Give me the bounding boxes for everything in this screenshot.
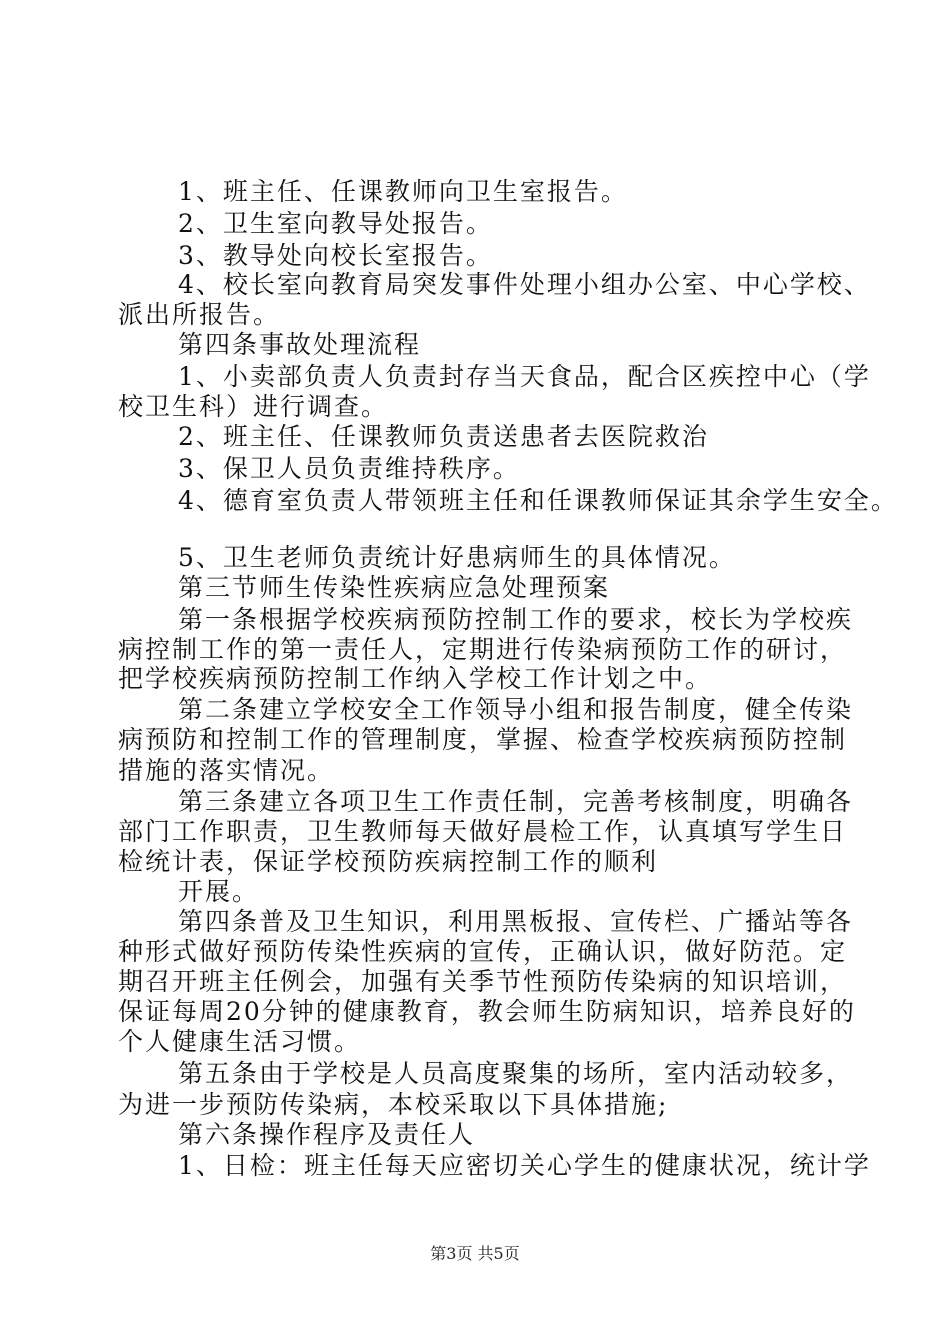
text-line: 1、日检：班主任每天应密切关心学生的健康状况，统计学 (178, 1151, 871, 1180)
text-line: 第四条普及卫生知识，利用黑板报、宣传栏、广播站等各 (178, 907, 854, 936)
text-line: 把学校疾病预防控制工作纳入学校工作计划之中。 (118, 664, 713, 693)
text-line: 第二条建立学校安全工作领导小组和报告制度，健全传染 (178, 695, 854, 724)
text-line: 5、卫生老师负责统计好患病师生的具体情况。 (178, 543, 736, 572)
text-line: 部门工作职责，卫生教师每天做好晨检工作，认真填写学生日 (118, 817, 848, 846)
text-line: 4、校长室向教育局突发事件处理小组办公室、中心学校、 (178, 270, 871, 299)
text-line: 种形式做好预防传染性疾病的宣传，正确认识，做好防范。定 (118, 937, 848, 966)
text-line: 3、保卫人员负责维持秩序。 (178, 454, 520, 483)
section-heading: 第四条事故处理流程 (178, 330, 422, 359)
text-line: 病预防和控制工作的管理制度，掌握、检查学校疾病预防控制 (118, 725, 848, 754)
text-line: 病控制工作的第一责任人，定期进行传染病预防工作的研讨， (118, 635, 848, 664)
text-line: 检统计表，保证学校预防疾病控制工作的顺利 (118, 847, 659, 876)
section-heading: 第三节师生传染性疾病应急处理预案 (178, 573, 611, 602)
text-line: 个人健康生活习惯。 (118, 1027, 362, 1056)
text-line: 第五条由于学校是人员高度聚集的场所，室内活动较多， (178, 1059, 854, 1088)
text-line: 3、教导处向校长室报告。 (178, 241, 493, 270)
text-line: 1、小卖部负责人负责封存当天食品，配合区疾控中心（学 (178, 362, 871, 391)
text-line: 开展。 (178, 877, 260, 906)
text-line: 4、德育室负责人带领班主任和任课教师保证其余学生安全。 (178, 486, 898, 515)
text-line: 第三条建立各项卫生工作责任制，完善考核制度，明确各 (178, 787, 854, 816)
text-line: 保证每周20分钟的健康教育，教会师生防病知识，培养良好的 (118, 997, 856, 1026)
text-line: 2、卫生室向教导处报告。 (178, 209, 493, 238)
text-line: 校卫生科）进行调查。 (118, 392, 389, 421)
text-line: 2、班主任、任课教师负责送患者去医院救治 (178, 422, 709, 451)
text-line: 派出所报告。 (118, 300, 281, 329)
page-number-footer: 第3页 共5页 (430, 1244, 520, 1263)
text-line: 措施的落实情况。 (118, 756, 335, 785)
text-line: 1、班主任、任课教师向卫生室报告。 (178, 177, 628, 206)
text-line: 为进一步预防传染病，本校采取以下具体措施; (118, 1090, 669, 1119)
text-line: 期召开班主任例会，加强有关季节性预防传染病的知识培训， (118, 967, 848, 996)
text-line: 第一条根据学校疾病预防控制工作的要求，校长为学校疾 (178, 605, 854, 634)
section-heading: 第六条操作程序及责任人 (178, 1120, 476, 1149)
